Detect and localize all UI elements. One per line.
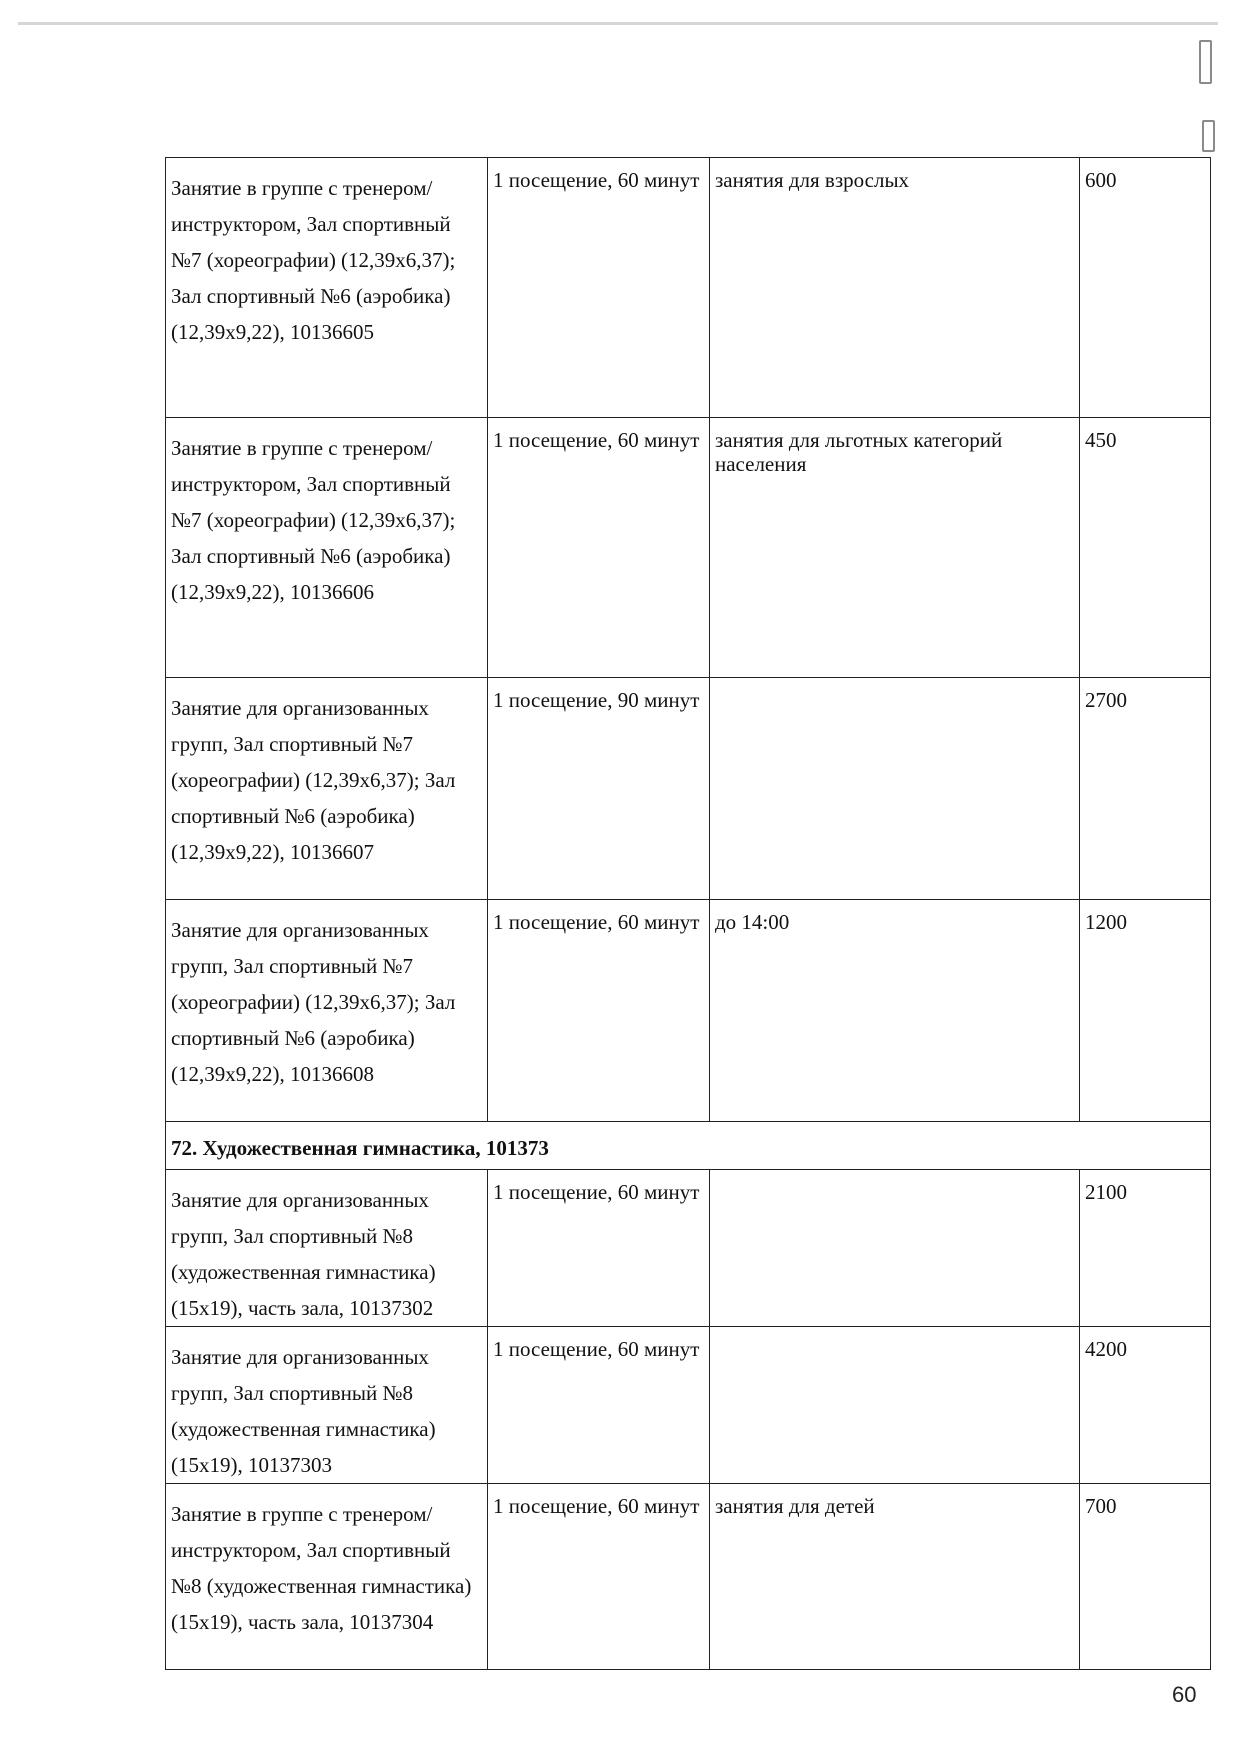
service-unit: 1 посещение, 60 минут [488, 1484, 710, 1670]
service-unit: 1 посещение, 60 минут [488, 418, 710, 678]
service-condition [710, 1327, 1080, 1484]
service-condition: занятия для детей [710, 1484, 1080, 1670]
service-price: 700 [1080, 1484, 1211, 1670]
service-name: Занятие в группе с тренером/инструктором, Зал спортивный №7 (хореографии) (12,39х6,37); Зал спортивный №6 (аэробика) (12,39х9,22), 10136605 [166, 158, 488, 418]
service-price: 2700 [1080, 678, 1211, 900]
service-name: Занятие для организованных групп, Зал спортивный №8 (художественная гимнастика) (15х19), 10137303 [166, 1327, 488, 1484]
service-unit: 1 посещение, 60 минут [488, 1327, 710, 1484]
service-price: 450 [1080, 418, 1211, 678]
binder-mark [1199, 40, 1212, 84]
table-row [166, 1327, 1211, 1484]
service-condition: занятия для взрослых [710, 158, 1080, 418]
service-name: Занятие для организованных групп, Зал спортивный №7 (хореографии) (12,39х6,37); Зал спортивный №6 (аэробика) (12,39х9,22), 10136607 [166, 678, 488, 900]
service-condition: до 14:00 [710, 900, 1080, 1122]
service-name: Занятие в группе с тренером/инструктором, Зал спортивный №7 (хореографии) (12,39х6,37); Зал спортивный №6 (аэробика) (12,39х9,22), 10136606 [166, 418, 488, 678]
service-price: 4200 [1080, 1327, 1211, 1484]
table-row [166, 158, 1211, 418]
service-unit: 1 посещение, 60 минут [488, 900, 710, 1122]
section-row [166, 1122, 1211, 1170]
service-name: Занятие в группе с тренером/инструктором, Зал спортивный №8 (художественная гимнастика) (15х19), часть зала, 10137304 [166, 1484, 488, 1670]
table-row [166, 900, 1211, 1122]
section-title: 72. Художественная гимнастика, 101373 [166, 1122, 1211, 1170]
table-row [166, 1170, 1211, 1327]
service-price: 2100 [1080, 1170, 1211, 1327]
service-price: 600 [1080, 158, 1211, 418]
price-table [165, 157, 1211, 1670]
scan-top-edge [18, 22, 1218, 25]
service-condition: занятия для льготных категорий населения [710, 418, 1080, 678]
table-row [166, 678, 1211, 900]
service-unit: 1 посещение, 90 минут [488, 678, 710, 900]
table-row [166, 418, 1211, 678]
service-name: Занятие для организованных групп, Зал спортивный №8 (художественная гимнастика) (15х19), часть зала, 10137302 [166, 1170, 488, 1327]
table-row [166, 1484, 1211, 1670]
service-condition [710, 1170, 1080, 1327]
binder-mark [1202, 120, 1215, 152]
service-condition [710, 678, 1080, 900]
service-name: Занятие для организованных групп, Зал спортивный №7 (хореографии) (12,39х6,37); Зал спортивный №6 (аэробика) (12,39х9,22), 10136608 [166, 900, 488, 1122]
page-number: 60 [1172, 1682, 1197, 1707]
service-unit: 1 посещение, 60 минут [488, 158, 710, 418]
service-price: 1200 [1080, 900, 1211, 1122]
service-unit: 1 посещение, 60 минут [488, 1170, 710, 1327]
